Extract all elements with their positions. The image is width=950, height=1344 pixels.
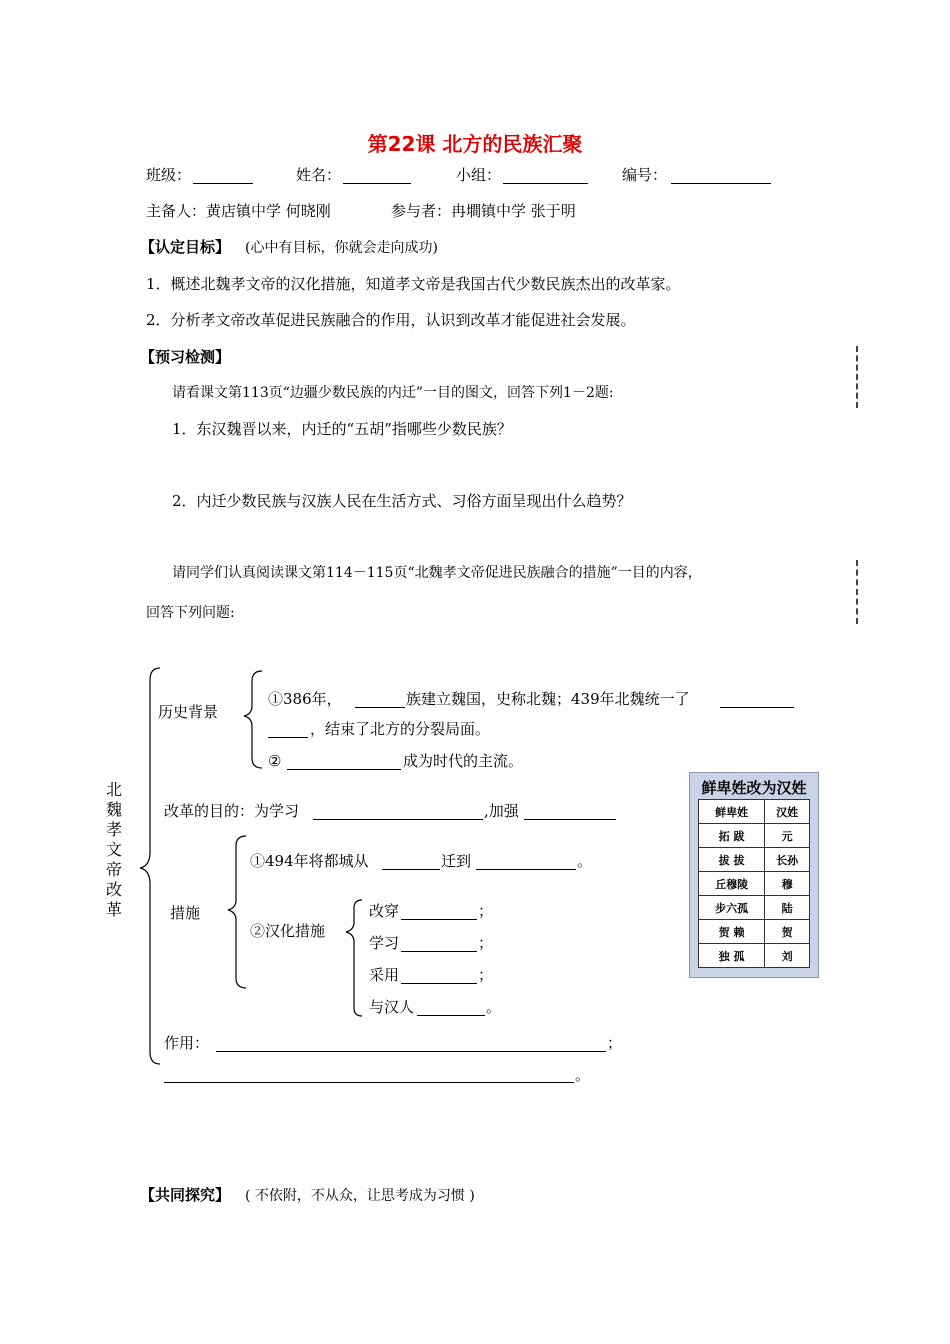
table-cell: 贺 赖 [699,920,765,944]
measure-1b: 迁到 [441,852,472,870]
measure-1c: 。 [577,852,593,870]
period: 。 [575,1066,591,1084]
table-header-cell: 汉姓 [765,800,810,824]
measure-1a: ①494年将都城从 [250,852,369,870]
blank-unified-region[interactable] [720,707,794,708]
table-cell: 刘 [765,944,810,968]
measures-label: 措施 [170,904,201,922]
table-cell: 步六孤 [699,896,765,920]
purpose-strengthen: ,加强 [484,802,519,820]
goals-header: 【认定目标】 [140,238,231,256]
blank-marriage[interactable] [417,1015,485,1016]
table-header-row [699,800,810,824]
table-row [699,824,810,848]
hanhua-marriage: 与汉人 [369,998,415,1016]
table-row [699,848,810,872]
background-item-1b: 族建立魏国，史称北魏；439年北魏统一了 [406,690,690,708]
surname-table-image [689,772,819,978]
table-cell: 独 孤 [699,944,765,968]
background-item-2b: 成为时代的主流。 [403,752,524,770]
background-item-1c: ，结束了北方的分裂局面。 [310,720,491,738]
group-label: 小组： [456,166,502,184]
question-1: 1．东汉魏晋以来，内迁的“五胡”指哪些少数民族？ [172,420,512,438]
blank-unified-region-cont[interactable] [268,737,308,738]
table-cell: 拓 跋 [699,824,765,848]
blank-new-capital[interactable] [476,869,576,870]
blank-clothing[interactable] [401,919,477,920]
root-brace [140,668,160,1064]
hanhua-clothing: 改穿 [369,902,400,920]
preview-header: 【预习检测】 [140,348,231,366]
page-title: 第22课 北方的民族汇聚 [367,132,583,156]
blank-purpose-strengthen[interactable] [524,819,616,820]
reading-intro: 请同学们认真阅读课文第114－115页“北魏孝文帝促进民族融合的措施”一目的内容， [172,565,702,581]
blank-language[interactable] [401,951,477,952]
hanhua-language: 学习 [369,934,400,952]
blank-effect-1[interactable] [216,1051,606,1052]
goal-item-1: 1．概述北魏孝文帝的汉化措施，知道孝文帝是我国古代少数民族杰出的改革家。 [146,275,681,293]
blank-purpose-learn[interactable] [313,819,483,820]
explore-header: 【共同探究】 [140,1186,231,1204]
table-cell: 穆 [765,872,810,896]
table-cell: 拔 拔 [699,848,765,872]
blank-trend[interactable] [287,769,401,770]
goals-note: (心中有目标，你就会走向成功) [245,240,438,256]
semicolon: ； [478,902,494,920]
question-2: 2．内迁少数民族与汉族人民在生活方式、习俗方面呈现出什么趋势？ [172,492,632,510]
blank-surname[interactable] [401,983,477,984]
background-item-2a: ② [268,752,282,770]
table-cell: 陆 [765,896,810,920]
semicolon: ； [478,966,494,984]
measures-brace [228,836,246,988]
number-label: 编号： [622,166,668,184]
table-cell: 元 [765,824,810,848]
background-brace [244,671,262,768]
name-label: 姓名： [296,166,342,184]
blank-ethnic-group[interactable] [355,707,405,708]
table-row [699,872,810,896]
purpose-text: 改革的目的：为学习 [164,802,300,820]
main-author: 主备人：黄店镇中学 何晓刚 [146,202,331,220]
period: 。 [486,998,502,1016]
hanhua-surname: 采用 [369,966,400,984]
goal-item-2: 2．分析孝文帝改革促进民族融合的作用，认识到改革才能促进社会发展。 [146,311,636,329]
measure-2: ②汉化措施 [250,922,326,940]
background-label: 历史背景 [158,703,219,721]
participant: 参与者：冉墹镇中学 张于明 [391,202,576,220]
semicolon: ； [607,1034,623,1052]
table-row [699,896,810,920]
surname-table-caption: 鲜卑姓改为汉姓 [701,779,807,797]
reading-intro-cont: 回答下列问题: [146,605,235,621]
background-item-1a: ①386年， [268,690,342,708]
hanhua-brace [346,900,362,1016]
table-cell: 贺 [765,920,810,944]
diagram-root-label: 北魏孝文帝改革 [105,780,122,919]
preview-intro: 请看课文第113页“边疆少数民族的内迁”一目的图文，回答下列1－2题: [172,385,614,401]
table-row [699,920,810,944]
table-cell: 丘穆陵 [699,872,765,896]
surname-table [698,799,810,968]
blank-effect-2[interactable] [164,1082,574,1083]
semicolon: ； [478,934,494,952]
class-label: 班级： [146,166,192,184]
explore-note: ( 不依附，不从众，让思考成为习惯 ) [245,1188,475,1204]
blank-old-capital[interactable] [382,869,440,870]
table-row [699,944,810,968]
table-cell: 长孙 [765,848,810,872]
table-header-cell: 鲜卑姓 [699,800,765,824]
effect-label: 作用： [164,1034,210,1052]
